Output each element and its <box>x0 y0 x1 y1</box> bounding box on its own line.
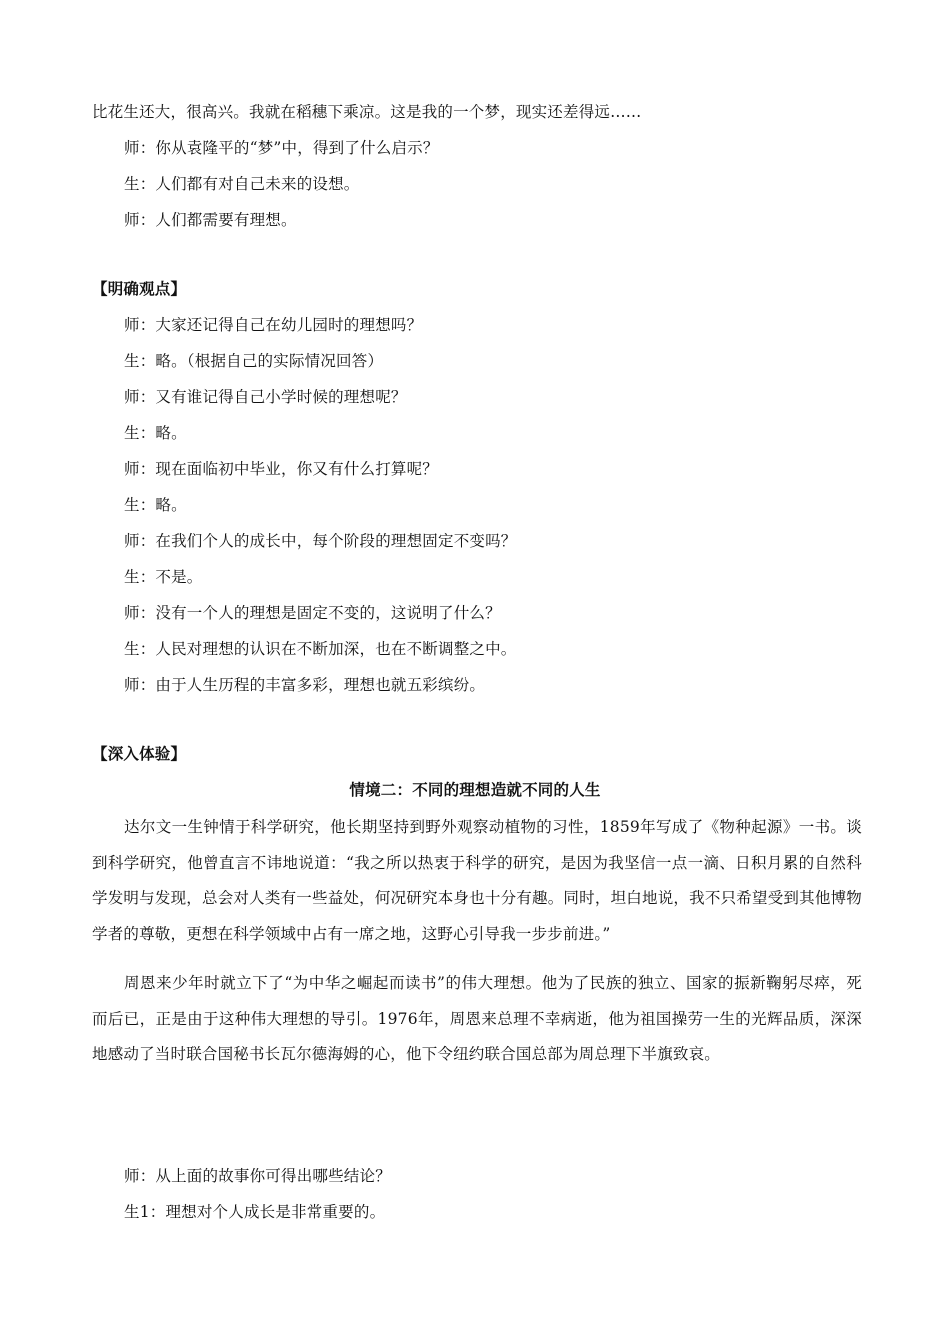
scenario-title: 情境二：不同的理想造就不同的人生 <box>349 781 601 799</box>
dialogue-line: 生：人们都有对自己未来的设想。 <box>124 175 360 193</box>
dialogue-line: 生：不是。 <box>124 568 203 586</box>
dialogue-line: 生1：理想对个人成长是非常重要的。 <box>124 1203 386 1221</box>
intro-continuation: 比花生还大，很高兴。我就在稻穗下乘凉。这是我的一个梦，现实还差得远…… <box>92 103 642 121</box>
dialogue-line: 师：你从袁隆平的“梦”中，得到了什么启示？ <box>124 139 439 157</box>
dialogue-line: 师：在我们个人的成长中，每个阶段的理想固定不变吗？ <box>124 532 517 550</box>
dialogue-line: 师：没有一个人的理想是固定不变的，这说明了什么？ <box>124 604 501 622</box>
dialogue-line: 生：略。 <box>124 424 187 442</box>
section-heading-experience: 【深入体验】 <box>92 745 187 763</box>
section-heading-clarify: 【明确观点】 <box>92 280 187 298</box>
dialogue-line: 师：大家还记得自己在幼儿园时的理想吗？ <box>124 316 423 334</box>
dialogue-line: 师：从上面的故事你可得出哪些结论？ <box>124 1167 391 1185</box>
dialogue-line: 师：又有谁记得自己小学时候的理想呢？ <box>124 388 407 406</box>
dialogue-line: 师：由于人生历程的丰富多彩，理想也就五彩缤纷。 <box>124 676 486 694</box>
zhou-enlai-paragraph: 周恩来少年时就立下了“为中华之崛起而读书”的伟大理想。他为了民族的独立、国家的振新鞠躬尽瘁，死而后已，正是由于这种伟大理想的导引。1976年，周恩来总理不幸病逝，他为祖国操劳一生的光辉品质，深深地感动了当时联合国秘书长瓦尔德海姆的心，他下令纽约联合国总部为周总理下半旗致哀。 <box>92 974 862 1063</box>
dialogue-line: 师：人们都需要有理想。 <box>124 211 297 229</box>
dialogue-line: 师：现在面临初中毕业，你又有什么打算呢？ <box>124 460 439 478</box>
dialogue-line: 生：略。 <box>124 496 187 514</box>
dialogue-line: 生：人民对理想的认识在不断加深，也在不断调整之中。 <box>124 640 517 658</box>
dialogue-line: 生：略。（根据自己的实际情况回答） <box>124 352 384 370</box>
darwin-paragraph: 达尔文一生钟情于科学研究，他长期坚持到野外观察动植物的习性，1859年写成了《物种起源》一书。谈到科学研究，他曾直言不讳地说道：“我之所以热衷于科学的研究，是因为我坚信一点一滴、日积月累的自然科学发明与发现，总会对人类有一些益处，何况研究本身也十分有趣。同时，坦白地说，我不只希望受到其他博物学者的尊敬，更想在科学领域中占有一席之地，这野心引导我一步步前进。” <box>92 818 862 943</box>
